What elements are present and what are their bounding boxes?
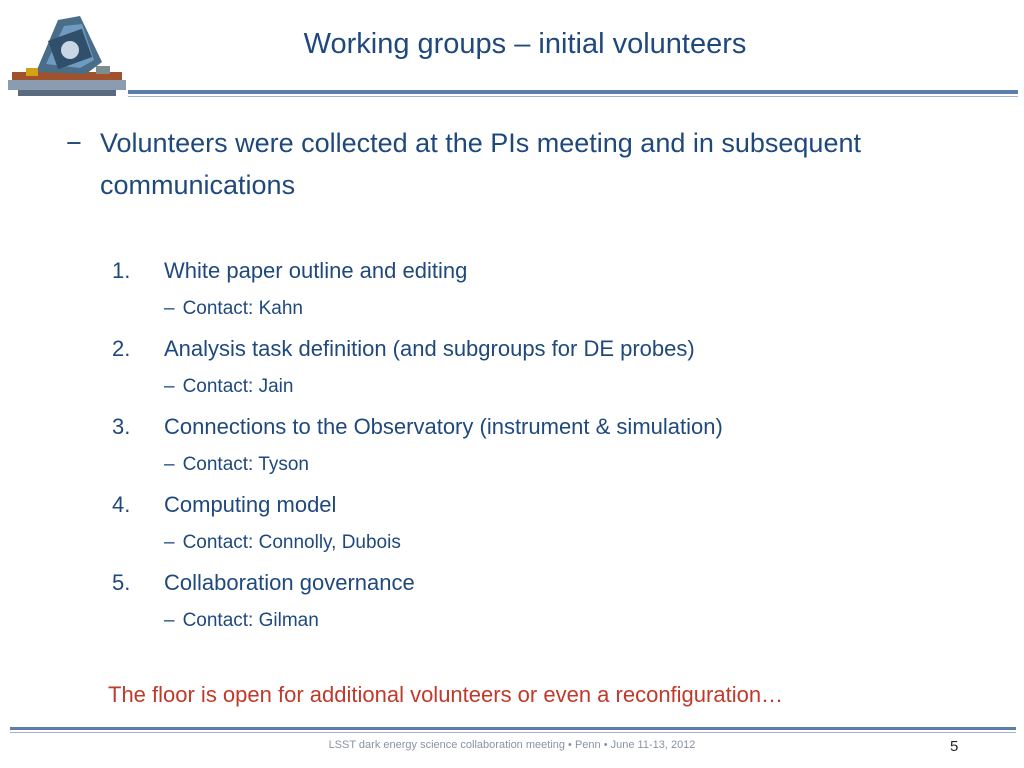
footer-divider-thin <box>10 732 1016 733</box>
item-label: Computing model <box>164 492 337 517</box>
header-divider <box>128 90 1018 94</box>
item-contact <box>164 376 293 398</box>
list-item <box>112 492 932 570</box>
item-label: Collaboration governance <box>164 570 415 595</box>
list-item <box>112 570 932 648</box>
item-number: 3. <box>112 414 131 439</box>
contact-dash: – <box>164 610 175 631</box>
item-label: Connections to the Observatory (instrument & simulation) <box>164 414 723 439</box>
contact-dash: – <box>164 532 175 553</box>
list-item <box>112 336 932 414</box>
item-contact <box>164 298 303 320</box>
telescope-icon <box>6 12 128 98</box>
contact-text: Contact: Tyson <box>182 454 309 475</box>
item-number: 1. <box>112 258 131 283</box>
list-item <box>112 258 932 336</box>
item-number: 2. <box>112 336 131 361</box>
footer-text: LSST dark energy science collaboration meeting • Penn • June 11-13, 2012 <box>328 739 696 751</box>
contact-text: Contact: Connolly, Dubois <box>182 532 401 553</box>
working-groups-list <box>112 258 932 648</box>
contact-dash: – <box>164 454 175 475</box>
item-contact <box>164 610 319 632</box>
item-contact <box>164 532 401 554</box>
header-divider-thin <box>128 96 1018 97</box>
page-title: Working groups – initial volunteers <box>303 28 747 60</box>
intro-text: Volunteers were collected at the PIs meeting and in subsequent communications <box>100 128 861 200</box>
item-number: 5. <box>112 570 131 595</box>
page-number: 5 <box>950 738 959 755</box>
intro-bullet <box>66 122 866 206</box>
item-number: 4. <box>112 492 131 517</box>
contact-text: Contact: Jain <box>182 376 294 397</box>
intro-dash: − <box>66 128 82 158</box>
contact-dash: – <box>164 298 175 319</box>
closing-note: The floor is open for additional volunteers or even a reconfiguration… <box>108 682 784 707</box>
list-item <box>112 414 932 492</box>
contact-text: Contact: Kahn <box>182 298 303 319</box>
item-label: Analysis task definition (and subgroups for DE probes) <box>164 336 695 361</box>
contact-text: Contact: Gilman <box>182 610 319 631</box>
item-contact <box>164 454 309 476</box>
contact-dash: – <box>164 376 175 397</box>
item-label: White paper outline and editing <box>164 258 468 283</box>
footer-divider <box>10 727 1016 730</box>
